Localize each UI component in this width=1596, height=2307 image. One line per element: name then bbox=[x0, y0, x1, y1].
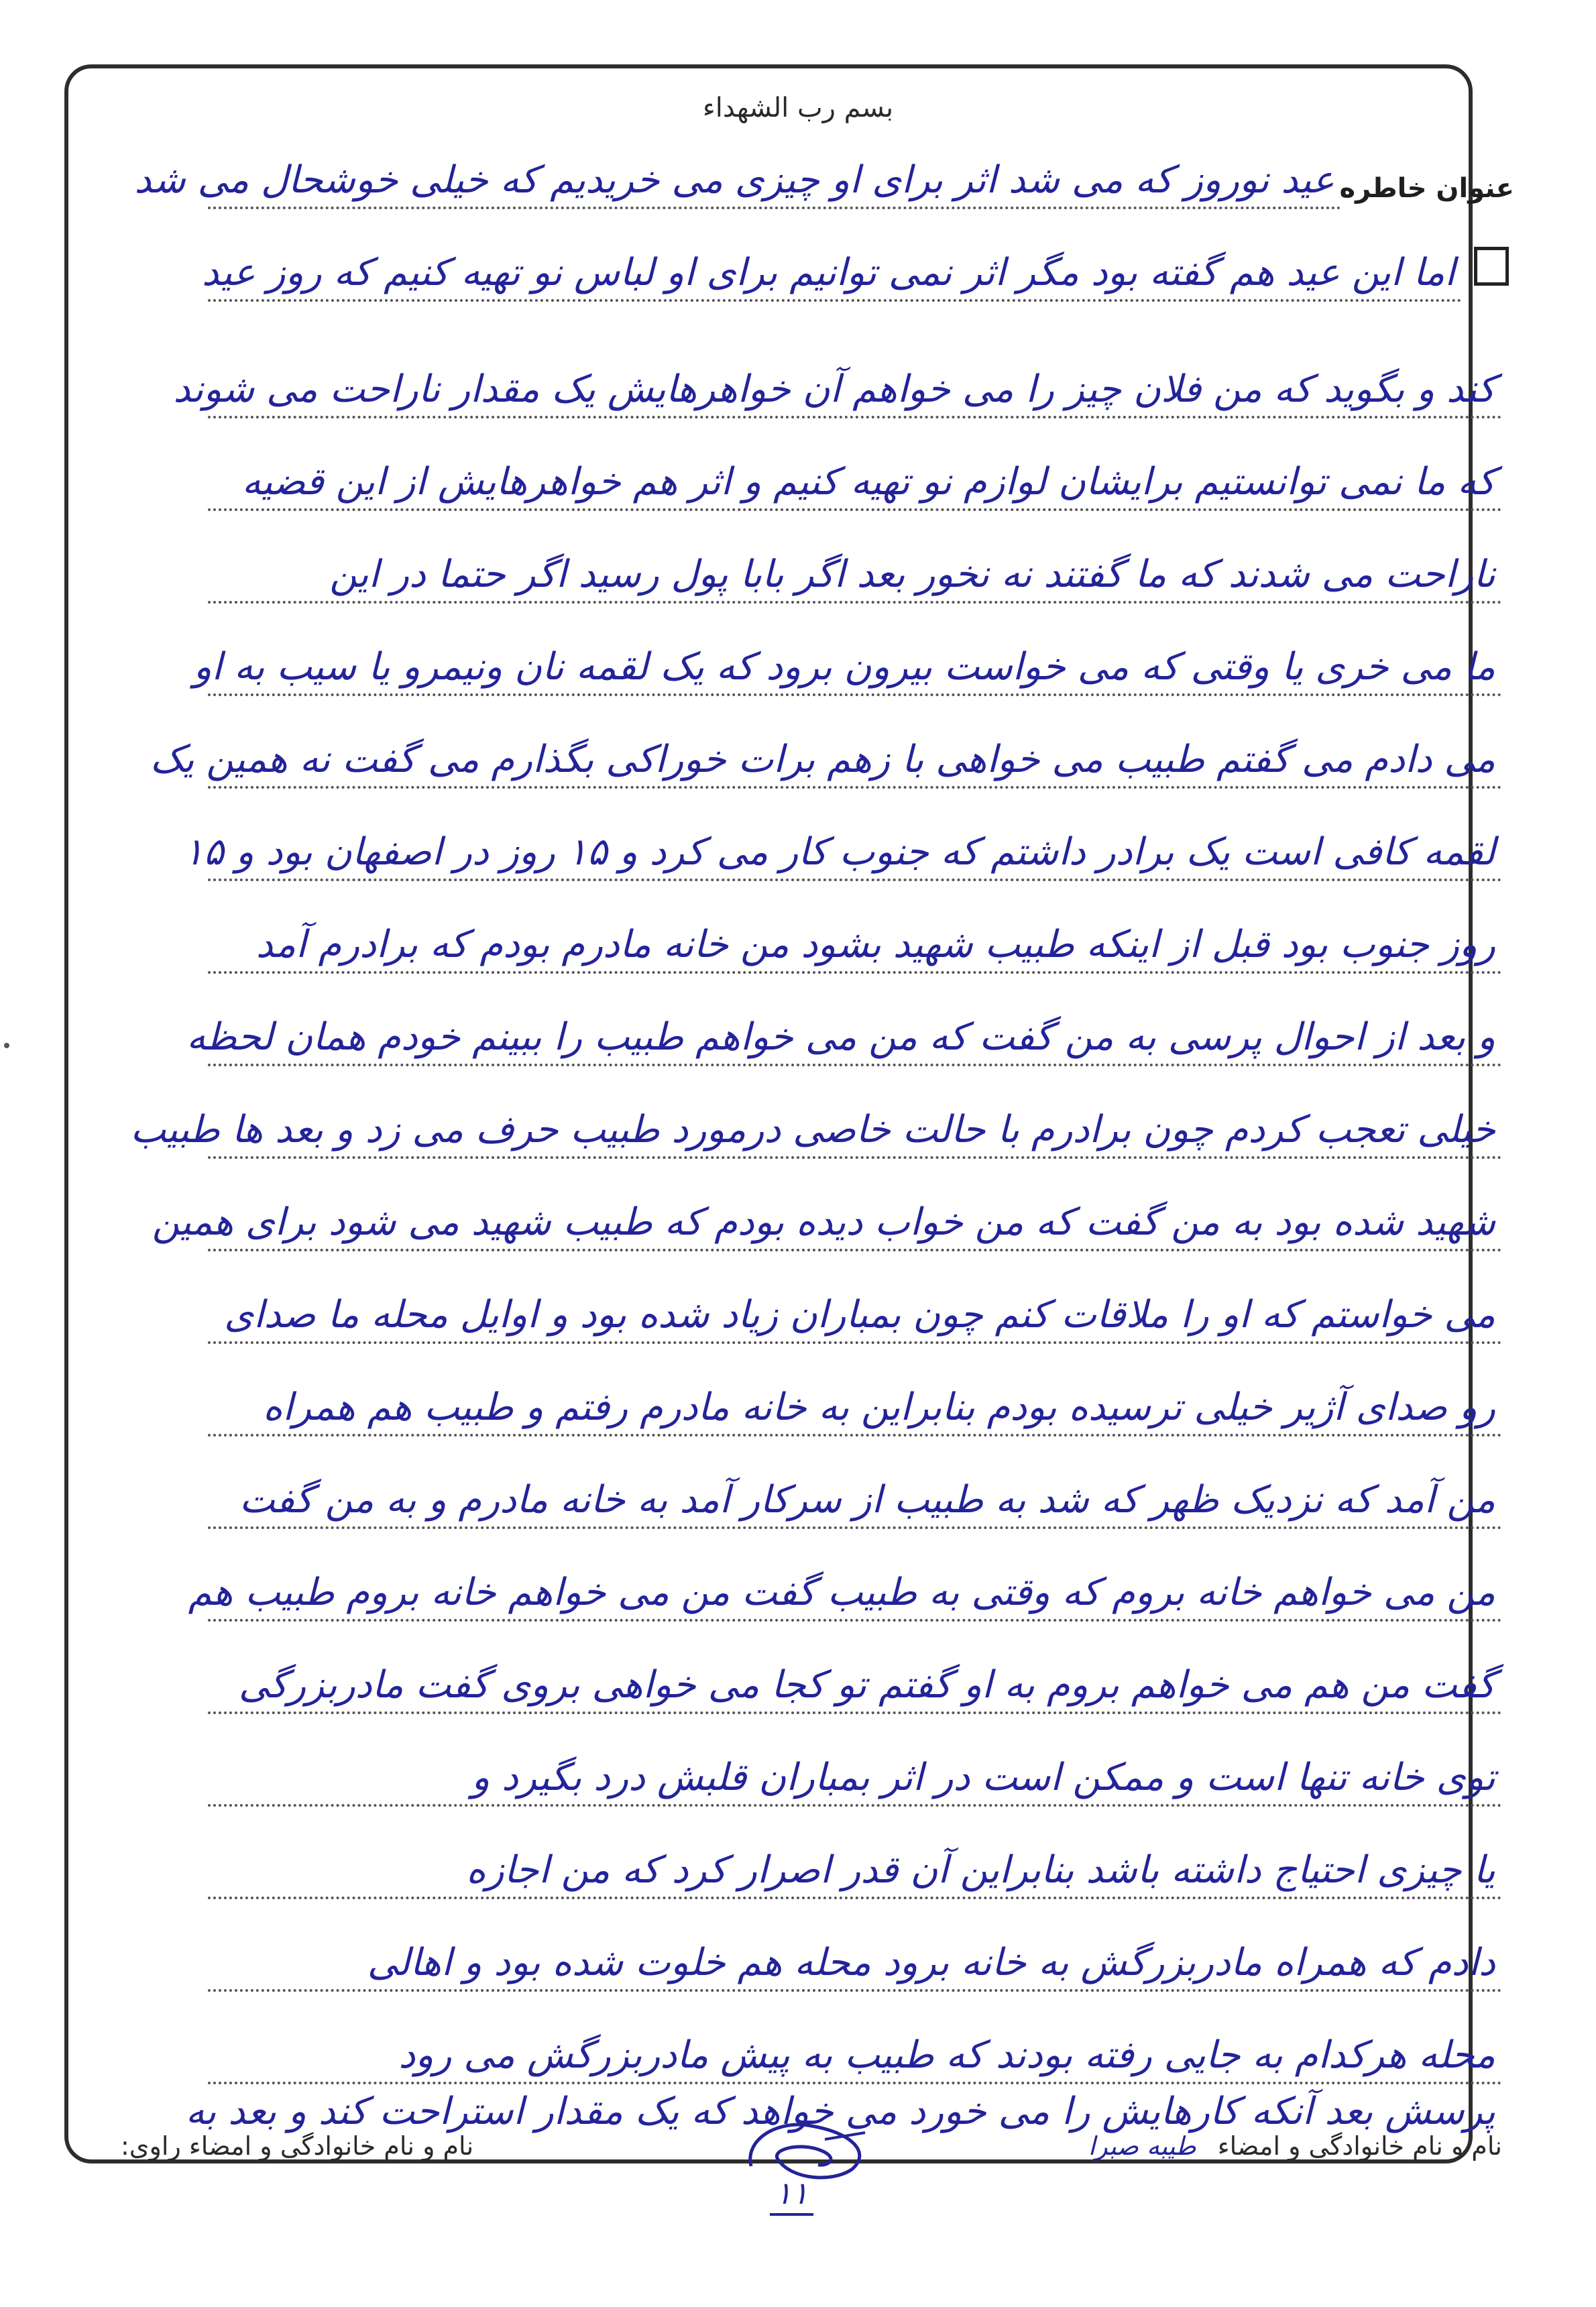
narrator-signature-field: نام و نام خانوادگی و امضاء راوی: bbox=[121, 2131, 474, 2161]
memoir-line: ما می خری یا وقتی که می خواست بیرون برود که یک لقمه نان ونیمرو یا سیب به او bbox=[208, 641, 1502, 696]
memoir-line: کند و بگوید که من فلان چیز را می خواهم آن خواهرهایش یک مقدار ناراحت می شوند bbox=[208, 363, 1502, 418]
memoir-line: روز جنوب بود قبل از اینکه طبیب شهید بشود من خانه مادرم بودم که برادرم آمد bbox=[208, 919, 1502, 974]
scan-mark bbox=[4, 1043, 9, 1048]
page-number: ۱۱ bbox=[770, 2173, 813, 2216]
memoir-line: من آمد که نزدیک ظهر که شد به طبیب از سرکار آمد به خانه مادرم و به من گفت bbox=[208, 1474, 1502, 1529]
memoir-line: خیلی تعجب کردم چون برادرم با حالت خاصی درمورد طبیب حرف می زد و بعد ها طبیب bbox=[208, 1104, 1502, 1159]
memoir-line: گفت من هم می خواهم بروم به او گفتم تو کجا می خواهی بروی گفت مادربزرگی bbox=[208, 1659, 1502, 1714]
memoir-line: دادم که همراه مادربزرگش به خانه برود محله هم خلوت شده بود و اهالی bbox=[208, 1937, 1502, 1992]
writer-label: نام و نام خانوادگی و امضاء bbox=[1217, 2131, 1502, 2161]
memoir-line: شهید شده بود به من گفت که من خواب دیده بودم که طبیب شهید می شود برای همین bbox=[208, 1196, 1502, 1251]
memoir-line: و بعد از احوال پرسی به من گفت که من می خواهم طبیب را ببینم خودم همان لحظه bbox=[208, 1011, 1502, 1066]
memoir-line: لقمه کافی است یک برادر داشتم که جنوب کار می کرد و ۱۵ روز در اصفهان بود و ۱۵ bbox=[208, 826, 1502, 881]
memoir-line: پرسش بعد آنکه کارهایش را می خورد می خواهد که یک مقدار استراحت کند و بعد به bbox=[185, 2090, 1495, 2133]
memoir-title-label: عنوان خاطره bbox=[1339, 173, 1514, 204]
memoir-line: توی خانه تنها است و ممکن است در اثر بمباران قلبش درد بگیرد و bbox=[208, 1752, 1502, 1807]
memoir-line: محله هرکدام به جایی رفته بودند که طبیب به پیش مادربزرگش می رود bbox=[208, 2029, 1502, 2084]
memoir-checkbox[interactable] bbox=[1474, 247, 1509, 286]
memoir-line: ناراحت می شدند که ما گفتند نه نخور بعد اگر بابا پول رسید اگر حتما در این bbox=[208, 549, 1502, 604]
memoir-line: می خواستم که او را ملاقات کنم چون بمباران زیاد شده بود و اوایل محله ما صدای bbox=[208, 1289, 1502, 1344]
memoir-line: عید نوروز که می شد اثر برای او چیزی می خریدیم که خیلی خوشحال می شد bbox=[208, 154, 1341, 209]
page-title: بسم رب الشهداء bbox=[702, 93, 894, 123]
memoir-line: من می خواهم خانه بروم که وقتی به طبیب گفت من می خواهم خانه بروم طبیب هم bbox=[208, 1567, 1502, 1622]
memoir-line: می دادم می گفتم طبیب می خواهی با زهم برات خوراکی بگذارم می گفت نه همین یک bbox=[208, 734, 1502, 789]
memoir-line: اما این عید هم گفته بود مگر اثر نمی توانیم برای او لباس نو تهیه کنیم که روز عید bbox=[208, 247, 1462, 302]
writer-name: طیبه صبرا bbox=[1088, 2131, 1196, 2161]
memoir-line: یا چیزی احتیاج داشته باشد بنابراین آن قدر اصرار کرد که من اجازه bbox=[208, 1844, 1502, 1899]
writer-signature-field bbox=[1088, 2131, 1502, 2161]
memoir-line: رو صدای آژیر خیلی ترسیده بودم بنابراین به خانه مادرم رفتم و طبیب هم همراه bbox=[208, 1382, 1502, 1437]
memoir-line: که ما نمی توانستیم برایشان لوازم نو تهیه کنیم و اثر هم خواهرهایش از این قضیه bbox=[208, 456, 1502, 511]
